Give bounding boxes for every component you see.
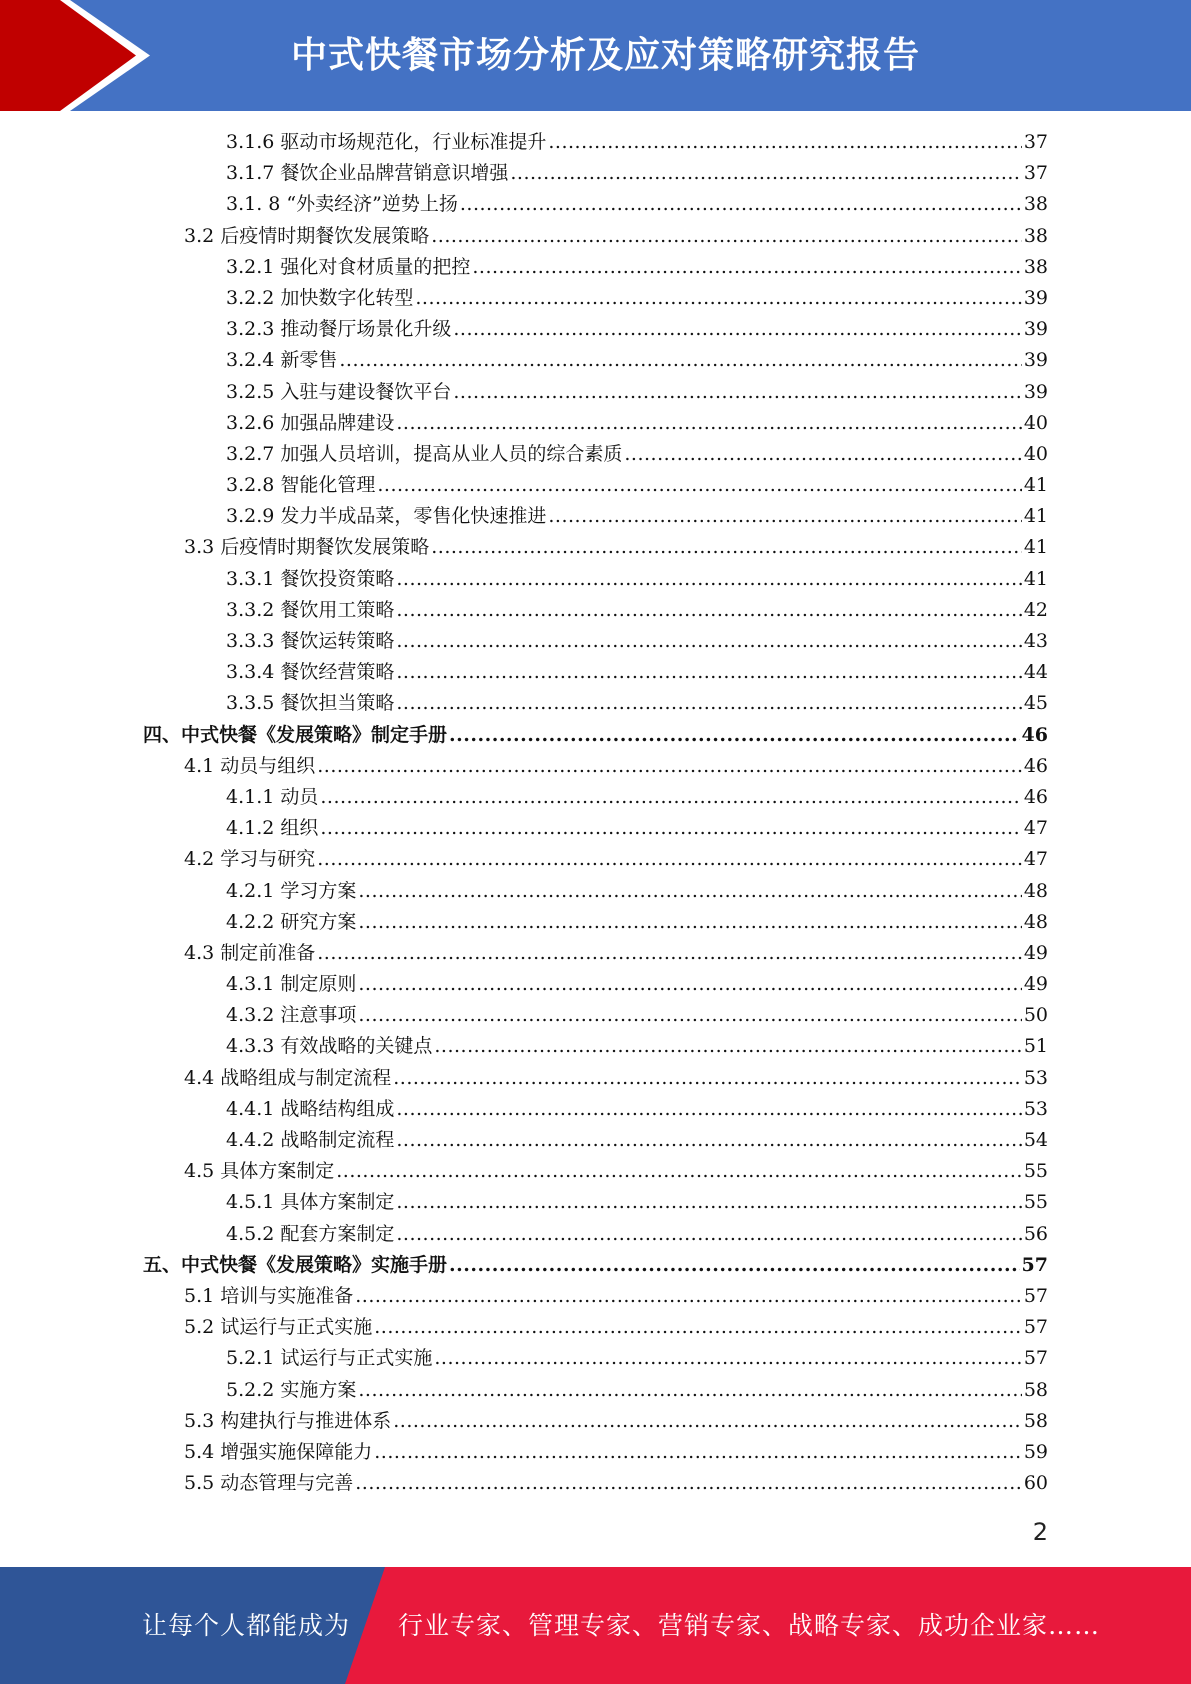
toc-entry[interactable] (0, 595, 1191, 626)
toc-entry-page: 39 (1023, 380, 1048, 403)
toc-entry-label: 3.3 后疫情时期餐饮发展策略 (184, 536, 430, 559)
toc-entry[interactable] (0, 1219, 1191, 1250)
toc-entry-page: 45 (1023, 692, 1048, 715)
toc-dot-leader (396, 1187, 1021, 1218)
toc-entry-page: 46 (1021, 723, 1048, 746)
toc-entry-page: 57 (1023, 1347, 1048, 1370)
toc-dot-leader (317, 938, 1022, 969)
toc-entry[interactable] (0, 657, 1191, 688)
toc-entry[interactable] (0, 844, 1191, 875)
toc-dot-leader (431, 221, 1022, 252)
toc-entry-page: 40 (1023, 442, 1048, 465)
toc-entry-page: 48 (1023, 910, 1048, 933)
toc-entry-label: 3.1.7 餐饮企业品牌营销意识增强 (226, 162, 509, 185)
toc-dot-leader (434, 1031, 1021, 1062)
toc-entry-label: 3.3.4 餐饮经营策略 (226, 661, 395, 684)
toc-entry-page: 47 (1023, 817, 1048, 840)
toc-entry-label: 4.4.2 战略制定流程 (226, 1129, 395, 1151)
toc-entry[interactable] (0, 1187, 1191, 1218)
toc-entry-page: 39 (1023, 286, 1048, 309)
toc-entry-page: 37 (1023, 131, 1048, 153)
toc-entry[interactable] (0, 720, 1191, 751)
toc-entry-label: 3.2.1 强化对食材质量的把控 (226, 255, 471, 278)
toc-entry[interactable] (0, 1437, 1191, 1468)
toc-entry[interactable] (0, 688, 1191, 719)
toc-entry-label: 3.3.3 餐饮运转策略 (226, 630, 395, 652)
toc-entry[interactable] (0, 470, 1191, 501)
toc-entry-label: 3.2.9 发力半成品菜，零售化快速推进 (226, 505, 547, 528)
toc-entry[interactable] (0, 127, 1191, 158)
toc-entry-page: 48 (1023, 879, 1048, 902)
toc-entry-page: 60 (1023, 1472, 1048, 1495)
toc-entry-label: 5.1 培训与实施准备 (184, 1284, 354, 1307)
toc-entry-page: 38 (1023, 224, 1048, 247)
toc-dot-leader (358, 969, 1021, 1000)
toc-dot-leader (624, 439, 1021, 470)
toc-entry-page: 41 (1023, 474, 1048, 497)
toc-entry-label: 4.1 动员与组织 (184, 754, 316, 777)
footer-slogan-right: 行业专家、管理专家、营销专家、战略专家、成功企业家…… (398, 1611, 1101, 1640)
toc-entry-label: 5.2 试运行与正式实施 (184, 1316, 373, 1339)
toc-entry-page: 55 (1023, 1160, 1048, 1183)
toc-entry-label: 五、中式快餐《发展策略》实施手册 (143, 1253, 448, 1276)
toc-entry-page: 42 (1023, 598, 1048, 621)
toc-entry[interactable] (0, 938, 1191, 969)
toc-entry[interactable] (0, 1031, 1191, 1062)
toc-entry-label: 4.4.1 战略结构组成 (226, 1097, 395, 1120)
toc-entry-label: 3.2.4 新零售 (226, 349, 338, 372)
toc-entry-label: 3.2.2 加快数字化转型 (226, 286, 414, 309)
toc-entry[interactable] (0, 501, 1191, 532)
toc-dot-leader (396, 408, 1021, 439)
toc-entry[interactable] (0, 314, 1191, 345)
toc-dot-leader (449, 1250, 1020, 1281)
toc-entry[interactable] (0, 1312, 1191, 1343)
toc-entry-label: 4.3.1 制定原则 (226, 973, 357, 996)
toc-entry[interactable] (0, 439, 1191, 470)
toc-entry-label: 3.3.2 餐饮用工策略 (226, 598, 395, 621)
toc-entry-page: 51 (1023, 1035, 1048, 1058)
toc-dot-leader (317, 751, 1022, 782)
toc-entry[interactable] (0, 751, 1191, 782)
toc-entry-page: 46 (1023, 785, 1048, 808)
toc-dot-leader (434, 1343, 1021, 1374)
toc-entry[interactable] (0, 813, 1191, 844)
toc-entry[interactable] (0, 1468, 1191, 1499)
toc-entry-page: 49 (1023, 941, 1048, 964)
toc-entry-page: 41 (1023, 536, 1048, 559)
toc-dot-leader (358, 1375, 1021, 1406)
toc-entry-page: 53 (1023, 1097, 1048, 1120)
toc-entry-page: 50 (1023, 1004, 1048, 1027)
toc-dot-leader (393, 1406, 1022, 1437)
toc-dot-leader (396, 626, 1021, 657)
toc-entry-label: 四、中式快餐《发展策略》制定手册 (143, 723, 448, 746)
toc-entry[interactable] (0, 1156, 1191, 1187)
toc-dot-leader (374, 1437, 1022, 1468)
toc-entry-label: 3.2.8 智能化管理 (226, 474, 376, 497)
toc-entry-page: 46 (1023, 754, 1048, 777)
toc-dot-leader (358, 876, 1021, 907)
toc-dot-leader (320, 782, 1021, 813)
toc-entry-page: 54 (1023, 1129, 1048, 1151)
toc-entry[interactable] (0, 876, 1191, 907)
toc-entry-label: 3.2.6 加强品牌建设 (226, 411, 395, 434)
toc-entry-page: 47 (1023, 848, 1048, 871)
toc-entry[interactable] (0, 782, 1191, 813)
toc-dot-leader (396, 1219, 1021, 1250)
toc-entry-page: 59 (1023, 1440, 1048, 1463)
toc-entry-label: 5.2.1 试运行与正式实施 (226, 1347, 433, 1370)
toc-entry-label: 4.1.1 动员 (226, 785, 319, 808)
toc-dot-leader (396, 688, 1021, 719)
toc-dot-leader (548, 501, 1021, 532)
toc-entry-page: 57 (1023, 1284, 1048, 1307)
header-banner (0, 0, 1191, 111)
toc-entry-page: 39 (1023, 318, 1048, 341)
toc-entry-page: 57 (1021, 1253, 1048, 1276)
toc-entry[interactable] (0, 1063, 1191, 1094)
toc-entry-label: 4.2.2 研究方案 (226, 910, 357, 933)
toc-entry-page: 44 (1023, 661, 1048, 684)
toc-dot-leader (374, 1312, 1022, 1343)
toc-entry[interactable] (0, 189, 1191, 220)
toc-dot-leader (355, 1281, 1022, 1312)
toc-dot-leader (472, 252, 1021, 283)
toc-entry[interactable] (0, 1375, 1191, 1406)
toc-dot-leader (396, 1125, 1021, 1156)
toc-entry-page: 55 (1023, 1191, 1048, 1214)
toc-entry[interactable] (0, 1000, 1191, 1031)
toc-entry-label: 5.3 构建执行与推进体系 (184, 1409, 392, 1432)
toc-entry-label: 4.3.2 注意事项 (226, 1004, 357, 1027)
toc-entry[interactable] (0, 1281, 1191, 1312)
toc-entry-label: 5.4 增强实施保障能力 (184, 1440, 373, 1463)
toc-entry[interactable] (0, 408, 1191, 439)
toc-entry-page: 38 (1023, 193, 1048, 216)
toc-entry-label: 3.3.5 餐饮担当策略 (226, 692, 395, 715)
footer-slogan-left: 让每个人都能成为 (142, 1611, 351, 1640)
toc-dot-leader (548, 127, 1021, 158)
toc-entry-label: 4.2.1 学习方案 (226, 879, 357, 902)
toc-entry[interactable] (0, 1094, 1191, 1125)
toc-entry[interactable] (0, 907, 1191, 938)
toc-entry-label: 4.4 战略组成与制定流程 (184, 1066, 392, 1089)
toc-dot-leader (396, 1094, 1021, 1125)
toc-entry-label: 3.1. 8 “外卖经济”逆势上扬 (226, 193, 458, 216)
toc-dot-leader (336, 1156, 1022, 1187)
toc-entry[interactable] (0, 221, 1191, 252)
toc-entry[interactable] (0, 377, 1191, 408)
toc-entry-label: 3.2.7 加强人员培训，提高从业人员的综合素质 (226, 442, 623, 465)
toc-dot-leader (393, 1063, 1022, 1094)
toc-entry[interactable] (0, 969, 1191, 1000)
toc-entry-page: 40 (1023, 411, 1048, 434)
toc-dot-leader (358, 907, 1021, 938)
toc-entry[interactable] (0, 283, 1191, 314)
toc-entry[interactable] (0, 1125, 1191, 1156)
toc-entry-page: 58 (1023, 1409, 1048, 1432)
toc-dot-leader (339, 345, 1021, 376)
toc-entry[interactable] (0, 158, 1191, 189)
page-title: 中式快餐市场分析及应对策略研究报告 (290, 35, 920, 76)
toc-entry[interactable] (0, 345, 1191, 376)
toc-dot-leader (396, 564, 1021, 595)
toc-dot-leader (510, 158, 1021, 189)
toc-entry-page: 38 (1023, 255, 1048, 278)
toc-entry-label: 4.3 制定前准备 (184, 941, 316, 964)
toc-dot-leader (377, 470, 1021, 501)
toc-entry-label: 4.5.2 配套方案制定 (226, 1222, 395, 1245)
toc-entry-label: 5.5 动态管理与完善 (184, 1472, 354, 1495)
footer-banner (0, 1567, 1191, 1684)
toc-entry-page: 41 (1023, 567, 1048, 590)
toc-entry[interactable] (0, 532, 1191, 563)
toc-dot-leader (358, 1000, 1021, 1031)
toc-entry[interactable] (0, 626, 1191, 657)
toc-entry-label: 4.1.2 组织 (226, 817, 319, 840)
toc-entry-page: 56 (1023, 1222, 1048, 1245)
toc-entry-page: 43 (1023, 630, 1048, 652)
toc-entry-page: 41 (1023, 505, 1048, 528)
toc-entry-page: 53 (1023, 1066, 1048, 1089)
toc-entry-label: 4.5 具体方案制定 (184, 1160, 335, 1183)
toc-entry-label: 3.2 后疫情时期餐饮发展策略 (184, 224, 430, 247)
table-of-contents (0, 127, 1191, 1499)
page-number: 2 (1032, 1518, 1048, 1546)
toc-entry[interactable] (0, 1250, 1191, 1281)
toc-dot-leader (320, 813, 1021, 844)
toc-entry[interactable] (0, 1343, 1191, 1374)
toc-dot-leader (396, 595, 1021, 626)
toc-entry-label: 3.2.3 推动餐厅场景化升级 (226, 318, 452, 341)
toc-entry-page: 49 (1023, 973, 1048, 996)
toc-dot-leader (460, 189, 1022, 220)
toc-entry-label: 5.2.2 实施方案 (226, 1378, 357, 1401)
toc-dot-leader (449, 720, 1020, 751)
toc-entry[interactable] (0, 252, 1191, 283)
toc-entry-label: 3.1.6 驱动市场规范化，行业标准提升 (226, 131, 547, 153)
toc-entry-page: 57 (1023, 1316, 1048, 1339)
toc-entry-label: 4.2 学习与研究 (184, 848, 316, 871)
toc-dot-leader (453, 314, 1021, 345)
toc-dot-leader (317, 844, 1022, 875)
toc-entry-label: 4.3.3 有效战略的关键点 (226, 1035, 433, 1058)
toc-dot-leader (396, 657, 1021, 688)
toc-entry[interactable] (0, 564, 1191, 595)
toc-entry-label: 4.5.1 具体方案制定 (226, 1191, 395, 1214)
toc-dot-leader (453, 377, 1021, 408)
toc-dot-leader (355, 1468, 1022, 1499)
toc-entry-label: 3.2.5 入驻与建设餐饮平台 (226, 380, 452, 403)
toc-entry-label: 3.3.1 餐饮投资策略 (226, 567, 395, 590)
toc-dot-leader (415, 283, 1021, 314)
toc-entry-page: 39 (1023, 349, 1048, 372)
toc-entry[interactable] (0, 1406, 1191, 1437)
toc-entry-page: 58 (1023, 1378, 1048, 1401)
toc-entry-page: 37 (1023, 162, 1048, 185)
toc-dot-leader (431, 532, 1022, 563)
